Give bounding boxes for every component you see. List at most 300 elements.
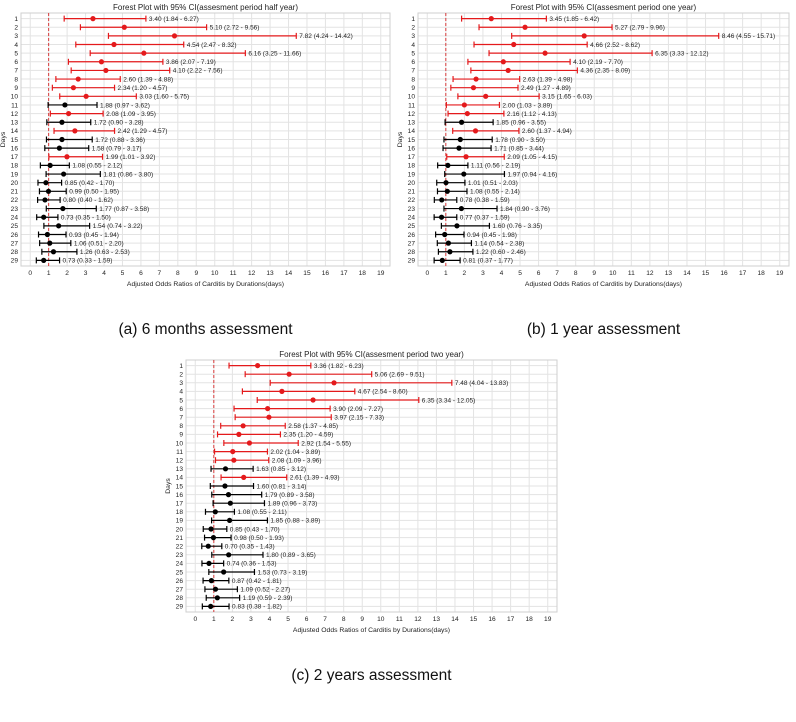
data-label: 1.85 (0.96 - 3.55) bbox=[496, 119, 547, 127]
data-label: 2.92 (1.54 - 5.55) bbox=[301, 440, 352, 448]
forest-row bbox=[408, 214, 510, 221]
x-tick-label: 8 bbox=[341, 616, 346, 623]
y-tick-label: 14 bbox=[10, 128, 18, 136]
y-tick-label: 4 bbox=[179, 388, 183, 396]
odds-ratio-point bbox=[51, 249, 56, 254]
odds-ratio-point bbox=[454, 223, 459, 228]
forest-row bbox=[411, 33, 775, 40]
data-label: 0.87 (0.42 - 1.81) bbox=[231, 577, 282, 585]
forest-row bbox=[176, 535, 284, 542]
odds-ratio-point bbox=[57, 146, 62, 151]
x-tick-label: 5 bbox=[286, 616, 290, 623]
data-label: 1.79 (0.89 - 3.58) bbox=[264, 491, 315, 499]
y-tick-label: 9 bbox=[179, 431, 183, 439]
x-tick-label: 13 bbox=[266, 270, 274, 277]
y-tick-label: 28 bbox=[407, 249, 415, 257]
data-label: 1.53 (0.73 - 3.19) bbox=[257, 569, 308, 577]
y-tick-label: 10 bbox=[10, 93, 18, 101]
data-label: 0.81 (0.37 - 1.77) bbox=[463, 257, 513, 265]
forest-row bbox=[408, 231, 517, 238]
y-tick-label: 16 bbox=[407, 145, 415, 153]
forest-row bbox=[14, 76, 173, 83]
odds-ratio-point bbox=[442, 232, 447, 237]
data-label: 2.60 (1.37 - 4.94) bbox=[521, 128, 572, 136]
forest-row bbox=[408, 206, 550, 213]
odds-ratio-point bbox=[59, 137, 64, 142]
data-label: 2.08 (1.09 - 3.95) bbox=[106, 110, 156, 118]
data-label: 1.22 (0.60 - 2.46) bbox=[475, 249, 526, 257]
data-label: 4.10 (2.22 - 7.56) bbox=[172, 67, 223, 75]
x-tick-label: 16 bbox=[321, 270, 330, 277]
forest-row bbox=[11, 214, 111, 221]
data-label: 0.70 (0.35 - 1.43) bbox=[224, 543, 275, 551]
forest-row bbox=[14, 59, 215, 66]
odds-ratio-point bbox=[41, 215, 46, 220]
forest-row bbox=[14, 33, 352, 40]
odds-ratio-point bbox=[215, 595, 220, 600]
y-tick-label: 3 bbox=[179, 380, 183, 388]
x-tick-label: 12 bbox=[247, 270, 256, 277]
data-label: 1.88 (0.97 - 3.62) bbox=[100, 102, 150, 110]
forest-row bbox=[176, 560, 277, 567]
forest-row bbox=[11, 162, 123, 169]
x-tick-label: 2 bbox=[462, 270, 467, 277]
data-label: 0.73 (0.33 - 1.59) bbox=[62, 257, 113, 265]
odds-ratio-point bbox=[43, 180, 48, 185]
data-label: 1.14 (0.54 - 2.38) bbox=[474, 240, 525, 248]
data-label: 6.16 (3.25 - 11.66) bbox=[248, 50, 302, 58]
forest-panel-3 bbox=[165, 350, 557, 684]
y-tick-label: 27 bbox=[10, 240, 18, 248]
data-label: 0.99 (0.50 - 1.95) bbox=[69, 188, 120, 196]
odds-ratio-point bbox=[511, 42, 516, 47]
y-tick-label: 20 bbox=[407, 179, 415, 187]
y-tick-label: 11 bbox=[408, 102, 415, 110]
data-label: 1.72 (0.90 - 3.28) bbox=[93, 119, 144, 127]
odds-ratio-point bbox=[141, 51, 146, 56]
data-label: 2.63 (1.39 - 4.98) bbox=[522, 76, 573, 84]
odds-ratio-point bbox=[222, 483, 227, 488]
forest-row bbox=[179, 431, 333, 438]
forest-row bbox=[14, 24, 259, 31]
odds-ratio-point bbox=[223, 466, 228, 471]
x-tick-label: 15 bbox=[303, 270, 311, 277]
data-label: 1.08 (0.55 - 2.12) bbox=[72, 162, 123, 170]
x-tick-label: 0 bbox=[425, 270, 430, 277]
x-tick-label: 17 bbox=[738, 270, 747, 277]
x-tick-label: 3 bbox=[83, 270, 88, 277]
odds-ratio-point bbox=[506, 68, 511, 73]
y-tick-label: 5 bbox=[411, 50, 415, 58]
x-tick-label: 1 bbox=[46, 270, 51, 277]
odds-ratio-point bbox=[231, 458, 236, 463]
odds-ratio-point bbox=[122, 25, 127, 30]
odds-ratio-point bbox=[236, 432, 241, 437]
forest-row bbox=[408, 257, 513, 264]
forest-row bbox=[11, 206, 149, 213]
x-tick-label: 17 bbox=[340, 270, 348, 277]
x-tick-label: 16 bbox=[720, 270, 728, 277]
y-tick-label: 9 bbox=[14, 84, 18, 92]
odds-ratio-point bbox=[439, 197, 444, 202]
data-label: 1.19 (0.59 - 2.39) bbox=[242, 595, 293, 603]
data-label: 1.01 (0.51 - 2.03) bbox=[467, 179, 518, 187]
data-label: 1.78 (0.90 - 3.50) bbox=[495, 136, 546, 144]
x-tick-label: 3 bbox=[481, 270, 485, 277]
data-label: 0.74 (0.36 - 1.53) bbox=[226, 560, 277, 568]
forest-row bbox=[11, 128, 168, 135]
data-label: 2.58 (1.37 - 4.85) bbox=[288, 423, 339, 431]
y-axis-label: Days bbox=[165, 478, 172, 494]
forest-row bbox=[176, 509, 287, 516]
x-tick-label: 1 bbox=[211, 616, 216, 623]
data-label: 1.58 (0.79 - 3.17) bbox=[91, 145, 142, 153]
odds-ratio-point bbox=[445, 189, 450, 194]
odds-ratio-point bbox=[228, 501, 233, 506]
data-label: 5.10 (2.72 - 9.56) bbox=[209, 24, 260, 32]
forest-row bbox=[411, 59, 623, 66]
data-label: 0.93 (0.45 - 1.94) bbox=[69, 231, 119, 239]
data-label: 1.11 (0.56 - 2.19) bbox=[470, 162, 521, 170]
x-axis-label: Adjusted Odds Ratios of Carditis by Durations(days) bbox=[126, 281, 285, 288]
x-tick-label: 12 bbox=[646, 270, 654, 277]
forest-row bbox=[176, 578, 282, 585]
y-tick-label: 1 bbox=[179, 362, 183, 370]
panel-caption: (a) 6 months assessment bbox=[118, 321, 293, 338]
forest-row bbox=[14, 50, 301, 57]
forest-row bbox=[176, 603, 282, 610]
chart-title: Forest Plot with 95% CI(assesment period one year) bbox=[510, 3, 697, 12]
data-label: 0.98 (0.50 - 1.93) bbox=[234, 534, 284, 542]
x-tick-label: 6 bbox=[139, 270, 143, 277]
y-tick-label: 14 bbox=[407, 128, 415, 136]
forest-row bbox=[408, 93, 592, 100]
odds-ratio-point bbox=[445, 163, 450, 168]
forest-row bbox=[408, 223, 543, 230]
y-tick-label: 2 bbox=[14, 24, 18, 32]
data-label: 1.84 (0.90 - 3.76) bbox=[500, 205, 550, 213]
forest-row bbox=[411, 16, 599, 23]
forest-row bbox=[179, 423, 338, 430]
data-label: 1.97 (0.94 - 4.16) bbox=[507, 171, 558, 179]
forest-row bbox=[411, 85, 571, 92]
odds-ratio-point bbox=[489, 16, 494, 21]
forest-row bbox=[408, 240, 525, 247]
forest-row bbox=[14, 67, 222, 74]
odds-ratio-point bbox=[226, 552, 231, 557]
odds-ratio-point bbox=[241, 475, 246, 480]
y-tick-label: 21 bbox=[10, 188, 18, 196]
forest-row bbox=[408, 119, 546, 126]
y-tick-label: 13 bbox=[175, 466, 183, 474]
chart-title: Forest Plot with 95% CI(assesment period two year) bbox=[279, 350, 464, 359]
forest-panel-1 bbox=[0, 3, 390, 338]
y-tick-label: 11 bbox=[176, 448, 183, 456]
forest-row bbox=[11, 111, 156, 118]
x-tick-label: 11 bbox=[627, 270, 635, 277]
odds-ratio-point bbox=[213, 509, 218, 514]
forest-row bbox=[408, 102, 552, 109]
y-tick-label: 23 bbox=[407, 205, 415, 213]
y-axis-label: Days bbox=[0, 131, 7, 148]
odds-ratio-point bbox=[247, 440, 252, 445]
y-tick-label: 19 bbox=[407, 171, 415, 179]
x-tick-label: 0 bbox=[193, 616, 198, 623]
y-tick-label: 10 bbox=[175, 440, 183, 448]
x-tick-label: 0 bbox=[28, 270, 33, 277]
x-tick-label: 16 bbox=[488, 616, 496, 623]
forest-row bbox=[176, 457, 322, 464]
forest-row bbox=[408, 111, 557, 118]
odds-ratio-point bbox=[255, 363, 260, 368]
x-tick-label: 10 bbox=[211, 270, 219, 277]
x-tick-label: 9 bbox=[592, 270, 597, 277]
odds-ratio-point bbox=[84, 94, 89, 99]
x-tick-label: 11 bbox=[229, 270, 237, 277]
data-label: 0.77 (0.37 - 1.59) bbox=[459, 214, 510, 222]
forest-row bbox=[179, 406, 383, 413]
panel-caption: (c) 2 years assessment bbox=[291, 667, 452, 684]
y-tick-label: 25 bbox=[175, 569, 183, 577]
x-tick-label: 14 bbox=[284, 270, 293, 277]
x-tick-label: 19 bbox=[377, 270, 385, 277]
y-tick-label: 21 bbox=[407, 188, 415, 196]
data-label: 5.06 (2.69 - 9.51) bbox=[374, 371, 425, 379]
odds-ratio-point bbox=[62, 102, 67, 107]
y-tick-label: 27 bbox=[175, 586, 183, 594]
data-label: 0.73 (0.35 - 1.50) bbox=[60, 214, 111, 222]
forest-row bbox=[11, 171, 154, 178]
data-label: 3.03 (1.60 - 5.75) bbox=[139, 93, 190, 101]
odds-ratio-point bbox=[42, 197, 47, 202]
odds-ratio-point bbox=[90, 16, 95, 21]
data-label: 4.67 (2.54 - 8.60) bbox=[357, 388, 408, 396]
y-tick-label: 9 bbox=[411, 84, 415, 92]
forest-row bbox=[408, 137, 545, 144]
odds-ratio-point bbox=[440, 258, 445, 263]
forest-row bbox=[11, 197, 113, 204]
data-label: 7.48 (4.04 - 13.83) bbox=[454, 380, 509, 388]
odds-ratio-point bbox=[287, 372, 292, 377]
odds-ratio-point bbox=[172, 33, 177, 38]
x-tick-label: 5 bbox=[120, 270, 125, 277]
odds-ratio-point bbox=[241, 423, 246, 428]
panel-caption: (b) 1 year assessment bbox=[526, 321, 681, 338]
y-tick-label: 27 bbox=[407, 240, 415, 248]
forest-row bbox=[176, 526, 280, 533]
x-tick-label: 14 bbox=[683, 270, 691, 277]
y-tick-label: 3 bbox=[411, 33, 415, 41]
odds-ratio-point bbox=[103, 68, 108, 73]
forest-row bbox=[176, 595, 293, 602]
data-label: 4.54 (2.47 - 8.32) bbox=[186, 41, 237, 49]
forest-row bbox=[408, 145, 544, 152]
data-label: 1.06 (0.51 - 2.20) bbox=[73, 240, 124, 248]
data-label: 1.71 (0.85 - 3.44) bbox=[494, 145, 544, 153]
forest-row bbox=[176, 543, 275, 550]
forest-row bbox=[176, 517, 321, 524]
data-label: 1.81 (0.86 - 3.80) bbox=[103, 171, 154, 179]
odds-ratio-point bbox=[331, 380, 336, 385]
odds-ratio-point bbox=[522, 25, 527, 30]
y-tick-label: 19 bbox=[10, 171, 18, 179]
x-tick-label: 9 bbox=[194, 270, 199, 277]
odds-ratio-point bbox=[208, 604, 213, 609]
y-tick-label: 6 bbox=[411, 59, 415, 67]
data-label: 0.85 (0.42 - 1.70) bbox=[64, 179, 115, 187]
data-label: 0.78 (0.38 - 1.59) bbox=[459, 197, 510, 205]
x-tick-label: 18 bbox=[525, 616, 533, 623]
odds-ratio-point bbox=[310, 397, 315, 402]
forest-row bbox=[408, 197, 510, 204]
odds-ratio-point bbox=[456, 146, 461, 151]
odds-ratio-point bbox=[66, 111, 71, 116]
forest-row bbox=[176, 474, 340, 481]
data-label: 3.86 (2.07 - 7.19) bbox=[165, 59, 216, 67]
y-tick-label: 7 bbox=[411, 67, 415, 75]
y-tick-label: 21 bbox=[175, 534, 183, 542]
forest-row bbox=[408, 154, 557, 161]
data-label: 2.00 (1.03 - 3.89) bbox=[502, 102, 553, 110]
y-tick-label: 25 bbox=[10, 223, 18, 231]
data-label: 1.99 (1.01 - 3.92) bbox=[105, 154, 156, 162]
y-tick-label: 4 bbox=[411, 41, 415, 49]
y-tick-label: 16 bbox=[175, 491, 183, 499]
y-tick-label: 17 bbox=[407, 154, 415, 162]
x-tick-label: 7 bbox=[157, 270, 162, 277]
forest-row bbox=[408, 249, 526, 256]
odds-ratio-point bbox=[459, 120, 464, 125]
data-label: 2.09 (1.05 - 4.15) bbox=[507, 154, 558, 162]
y-tick-label: 26 bbox=[10, 231, 18, 239]
odds-ratio-point bbox=[227, 518, 232, 523]
forest-row bbox=[11, 180, 115, 187]
data-label: 1.85 (0.88 - 3.89) bbox=[270, 517, 321, 525]
odds-ratio-point bbox=[279, 389, 284, 394]
odds-ratio-point bbox=[59, 120, 64, 125]
data-label: 6.35 (3.33 - 12.12) bbox=[655, 50, 709, 58]
data-label: 1.77 (0.87 - 3.58) bbox=[99, 205, 150, 213]
x-axis-label: Adjusted Odds Ratios of Carditis by Durations(days) bbox=[292, 627, 451, 634]
odds-ratio-point bbox=[48, 163, 53, 168]
y-tick-label: 18 bbox=[407, 162, 415, 170]
odds-ratio-point bbox=[501, 59, 506, 64]
odds-ratio-point bbox=[47, 241, 52, 246]
y-tick-label: 18 bbox=[175, 509, 183, 517]
forest-row bbox=[408, 188, 520, 195]
data-label: 1.89 (0.96 - 3.73) bbox=[267, 500, 318, 508]
data-label: 2.08 (1.09 - 3.96) bbox=[271, 457, 322, 465]
y-tick-label: 23 bbox=[175, 552, 183, 560]
forest-row bbox=[176, 449, 320, 456]
odds-ratio-point bbox=[542, 51, 547, 56]
data-label: 1.60 (0.81 - 3.14) bbox=[256, 483, 307, 491]
forest-row bbox=[408, 180, 518, 187]
data-label: 3.15 (1.65 - 6.03) bbox=[542, 93, 593, 101]
x-tick-label: 18 bbox=[358, 270, 366, 277]
x-tick-label: 19 bbox=[544, 616, 552, 623]
odds-ratio-point bbox=[111, 42, 116, 47]
y-tick-label: 22 bbox=[175, 543, 183, 551]
forest-row bbox=[11, 231, 119, 238]
y-tick-label: 2 bbox=[411, 24, 415, 32]
odds-ratio-point bbox=[45, 232, 50, 237]
y-tick-label: 1 bbox=[411, 15, 415, 23]
data-label: 4.10 (2.19 - 7.70) bbox=[573, 59, 623, 67]
data-label: 1.80 (0.89 - 3.65) bbox=[265, 552, 316, 560]
y-tick-label: 6 bbox=[14, 59, 18, 67]
y-tick-label: 28 bbox=[175, 595, 183, 603]
odds-ratio-point bbox=[226, 492, 231, 497]
data-label: 2.02 (1.04 - 3.89) bbox=[270, 448, 321, 456]
x-tick-label: 13 bbox=[664, 270, 673, 277]
odds-ratio-point bbox=[41, 258, 46, 263]
data-label: 1.72 (0.88 - 3.36) bbox=[95, 136, 146, 144]
x-tick-label: 6 bbox=[536, 270, 541, 277]
forest-row bbox=[176, 492, 315, 499]
x-tick-label: 18 bbox=[757, 270, 765, 277]
odds-ratio-point bbox=[60, 206, 65, 211]
y-tick-label: 1 bbox=[14, 15, 18, 23]
odds-ratio-point bbox=[458, 137, 463, 142]
data-label: 6.35 (3.34 - 12.05) bbox=[421, 397, 476, 405]
data-label: 0.94 (0.45 - 1.98) bbox=[467, 231, 517, 239]
forest-row bbox=[176, 586, 291, 593]
y-tick-label: 8 bbox=[179, 423, 183, 431]
data-label: 0.85 (0.43 - 1.70) bbox=[229, 526, 280, 534]
x-tick-label: 6 bbox=[304, 616, 309, 623]
x-tick-label: 10 bbox=[377, 616, 385, 623]
data-label: 1.09 (0.52 - 2.27) bbox=[240, 586, 291, 594]
y-tick-label: 22 bbox=[407, 197, 415, 205]
data-label: 0.83 (0.38 - 1.82) bbox=[232, 603, 282, 611]
data-label: 4.66 (2.52 - 8.62) bbox=[590, 41, 641, 49]
odds-ratio-point bbox=[213, 587, 218, 592]
data-label: 2.42 (1.29 - 4.57) bbox=[117, 128, 168, 136]
x-axis-label: Adjusted Odds Ratios of Carditis by Durations(days) bbox=[524, 281, 683, 288]
x-tick-label: 10 bbox=[609, 270, 617, 277]
forest-row bbox=[11, 154, 156, 161]
x-tick-label: 4 bbox=[102, 270, 106, 277]
odds-ratio-point bbox=[439, 215, 444, 220]
y-tick-label: 18 bbox=[10, 162, 18, 170]
x-tick-label: 4 bbox=[499, 270, 504, 277]
data-label: 1.63 (0.85 - 3.12) bbox=[256, 466, 307, 474]
odds-ratio-point bbox=[446, 241, 451, 246]
data-label: 3.40 (1.84 - 6.27) bbox=[148, 15, 199, 23]
y-tick-label: 4 bbox=[14, 41, 18, 49]
forest-row bbox=[411, 67, 630, 74]
data-label: 3.45 (1.85 - 6.42) bbox=[549, 15, 600, 23]
y-tick-label: 8 bbox=[14, 76, 18, 84]
x-tick-label: 5 bbox=[518, 270, 522, 277]
data-label: 1.26 (0.63 - 2.53) bbox=[79, 249, 130, 257]
forest-row bbox=[176, 500, 318, 507]
y-tick-label: 26 bbox=[175, 577, 183, 585]
y-tick-label: 23 bbox=[10, 205, 18, 213]
y-tick-label: 11 bbox=[11, 102, 18, 110]
odds-ratio-point bbox=[266, 415, 271, 420]
y-tick-label: 3 bbox=[14, 33, 18, 41]
y-tick-label: 12 bbox=[10, 110, 18, 118]
data-label: 5.27 (2.79 - 9.96) bbox=[615, 24, 665, 32]
data-label: 2.60 (1.39 - 4.88) bbox=[123, 76, 174, 84]
data-label: 7.82 (4.24 - 14.42) bbox=[299, 33, 353, 41]
forest-row bbox=[11, 257, 113, 264]
y-tick-label: 15 bbox=[10, 136, 18, 144]
y-tick-label: 24 bbox=[407, 214, 415, 222]
y-tick-label: 20 bbox=[10, 179, 18, 187]
